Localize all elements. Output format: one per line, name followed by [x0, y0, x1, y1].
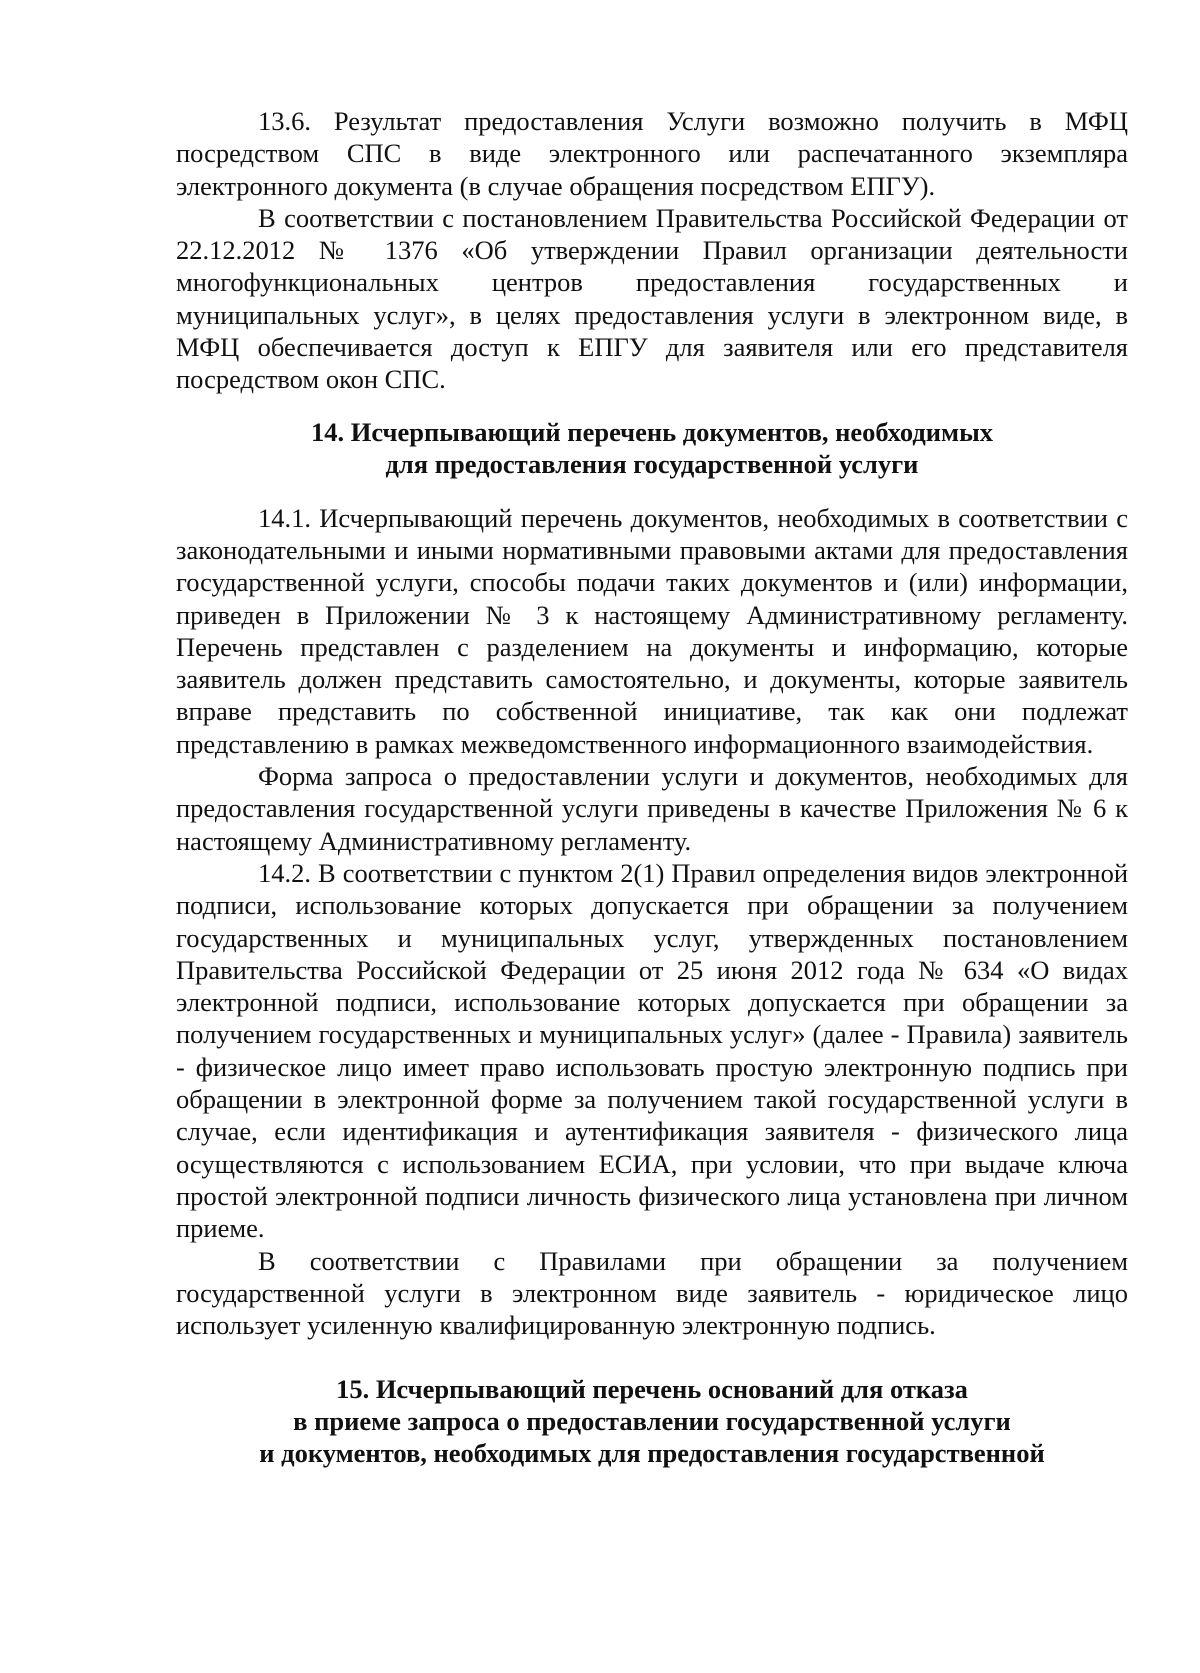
paragraph-mfc-access: В соответствии с постановлением Правительства Российской Федерации от 22.12.2012 № 1376 «Об утверждении Правил организации деятельности многофункциональных центров предоставления государственных и муниципальных услуг», в целях предоставления услуги в электронном виде, в МФЦ обеспечивается доступ к ЕПГУ для заявителя или его представителя посредством окон СПС.	[176, 202, 1128, 395]
paragraph-14-1: 14.1. Исчерпывающий перечень документов, необходимых в соответствии с законодательными и иными нормативными правовыми актами для предоставления государственной услуги, способы подачи таких документов и (или) информации, приведен в Приложении № 3 к настоящему Административному регламенту. Перечень представлен с разделением на документы и информацию, которые заявитель должен представить самостоятельно, и документы, которые заявитель вправе представить по собственной инициативе, так как они подлежат представлению в рамках межведомственного информационного взаимодействия.	[176, 502, 1128, 759]
paragraph-14-2: 14.2. В соответствии с пунктом 2(1) Правил определения видов электронной подписи, использование которых допускается при обращении за получением государственных и муниципальных услуг, утвержденных постановлением Правительства Российской Федерации от 25 июня 2012 года № 634 «О видах электронной подписи, использование которых допускается при обращении за получением государственных и муниципальных услуг» (далее - Правила) заявитель - физическое лицо имеет право использовать простую электронную подпись при обращении в электронной форме за получением такой государственной услуги в случае, если идентификация и аутентификация заявителя - физического лица осуществляются с использованием ЕСИА, при условии, что при выдаче ключа простой электронной подписи личность физического лица установлена при личном приеме.	[176, 857, 1128, 1244]
section-14-heading	[176, 416, 1128, 480]
section-14-heading-line-2: для предоставления государственной услуги	[385, 448, 919, 479]
section-15-heading-line-3: и документов, необходимых для предоставления государственной	[259, 1438, 1045, 1469]
paragraph-13-6: 13.6. Результат предоставления Услуги возможно получить в МФЦ посредством СПС в виде электронного или распечатанного экземпляра электронного документа (в случае обращения посредством ЕПГУ).	[176, 106, 1128, 201]
section-15-heading	[176, 1373, 1128, 1469]
section-14-heading-line-1: 14. Исчерпывающий перечень документов, необходимых	[310, 416, 994, 447]
paragraph-request-form: Форма запроса о предоставлении услуги и документов, необходимых для предоставления государственной услуги приведены в качестве Приложения № 6 к настоящему Административному регламенту.	[176, 761, 1128, 856]
document-page	[176, 105, 1128, 1469]
paragraph-legal-entity-signature: В соответствии с Правилами при обращении за получением государственной услуги в электронном виде заявитель - юридическое лицо использует усиленную квалифицированную электронную подпись.	[176, 1245, 1128, 1341]
section-15-heading-line-2: в приеме запроса о предоставлении государственной услуги	[293, 1406, 1011, 1437]
section-15-heading-line-1: 15. Исчерпывающий перечень оснований для отказа	[336, 1374, 968, 1405]
